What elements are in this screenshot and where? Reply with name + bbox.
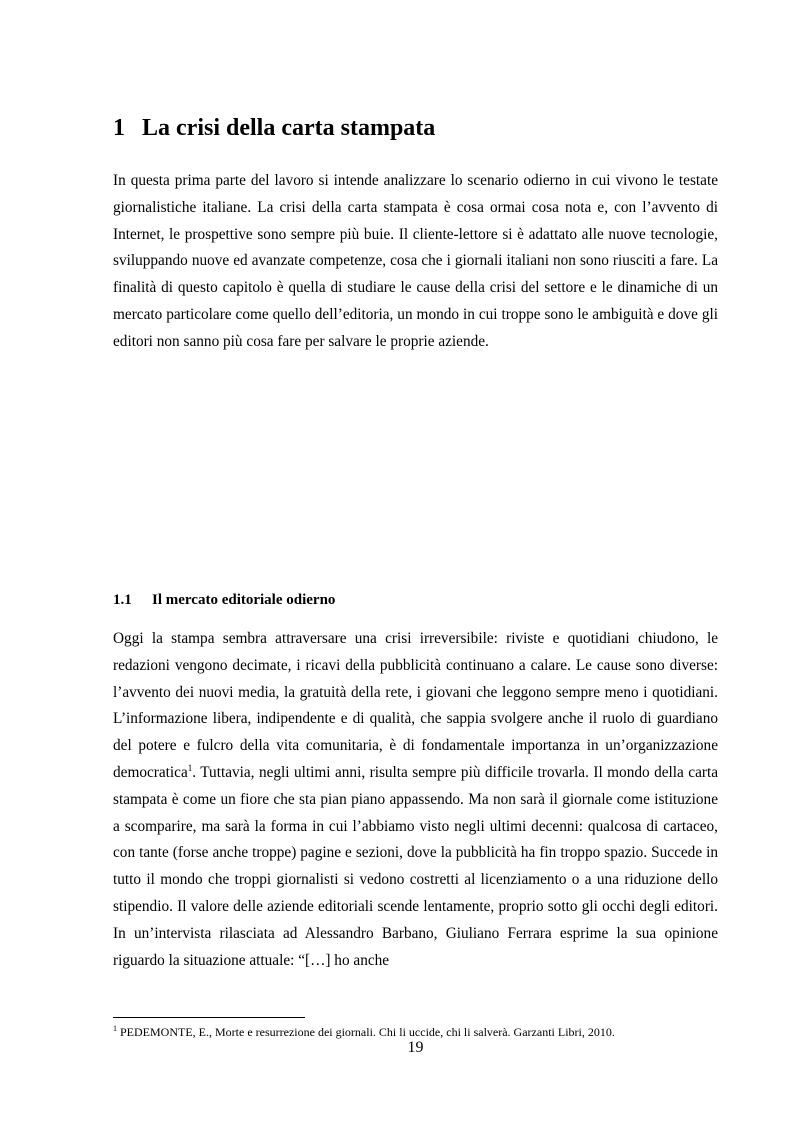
section-body-paragraph [113, 626, 718, 974]
footnote-reference: 1 [187, 762, 193, 773]
chapter-title: La crisi della carta stampata [142, 115, 436, 141]
chapter-intro-paragraph: In questa prima parte del lavoro si intende analizzare lo scenario odierno in cui vivono le testate giornalistiche italiane. La crisi della carta stampata è cosa ormai cosa nota e, con l’avvento di Internet, le prospettive sono sempre più buie. Il cliente-lettore si è adattato alle nuove tecnologie, sviluppando nuove ed avanzate competenze, cosa che i giornali italiani non sono riusciti a fare. La finalità di questo capitolo è quella di studiare le cause della crisi del settore e le dinamiche di un mercato particolare come quello dell’editoria, un mondo in cui troppe sono le ambiguità e dove gli editori non sanno più cosa fare per salvare le proprie aziende. [113, 172, 718, 350]
section-heading [113, 589, 335, 611]
chapter-number: 1 [113, 115, 125, 141]
body-text-part-2: . Tuttavia, negli ultimi anni, risulta sempre più difficile trovarla. Il mondo della carta stampata è come un fiore che sta pian piano appassendo. Ma non sarà il giornale come istituzione a scomparire, ma sarà la forma in cui l’abbiamo visto negli ultimi decenni: qualcosa di cartaceo, con tante (forse anche troppe) pagine e sezioni, dove la pubblicità ha fin troppo spazio. Succede in tutto il mondo che troppi giornalisti si vedono costretti al licenziamento o a una riduzione dello stipendio. Il valore delle aziende editoriali scende lentamente, proprio sotto gli occhi degli editori. In un’intervista rilasciata ad Alessandro Barbano, Giuliano Ferrara esprime la sua opinione riguardo la situazione attuale: “[…] ho anche [113, 763, 718, 969]
chapter-heading [113, 112, 435, 144]
section-number: 1.1 [113, 592, 132, 608]
footnote-marker: 1 [113, 1024, 117, 1033]
footnote-separator [113, 1017, 305, 1018]
page-number: 19 [407, 1039, 424, 1056]
body-text-part-1: Oggi la stampa sembra attraversare una crisi irreversibile: riviste e quotidiani chiudono, le redazioni vengono decimate, i ricavi della pubblicità continuano a calare. Le cause sono diverse: l’avvento dei nuovi media, la gratuità della rete, i giovani che leggono sempre meno i quotidiani. L’informazione libera, indipendente e di qualità, che sappia svolgere anche il ruolo di guardiano del potere e fulcro della vita comunitaria, è di fondamentale importanza in un’organizzazione democratica [113, 630, 718, 781]
footnote-text: PEDEMONTE, E., Morte e resurrezione dei giornali. Chi li uccide, chi li salverà. Garzanti Libri, 2010. [117, 1025, 615, 1039]
section-title: Il mercato editoriale odierno [152, 592, 336, 608]
